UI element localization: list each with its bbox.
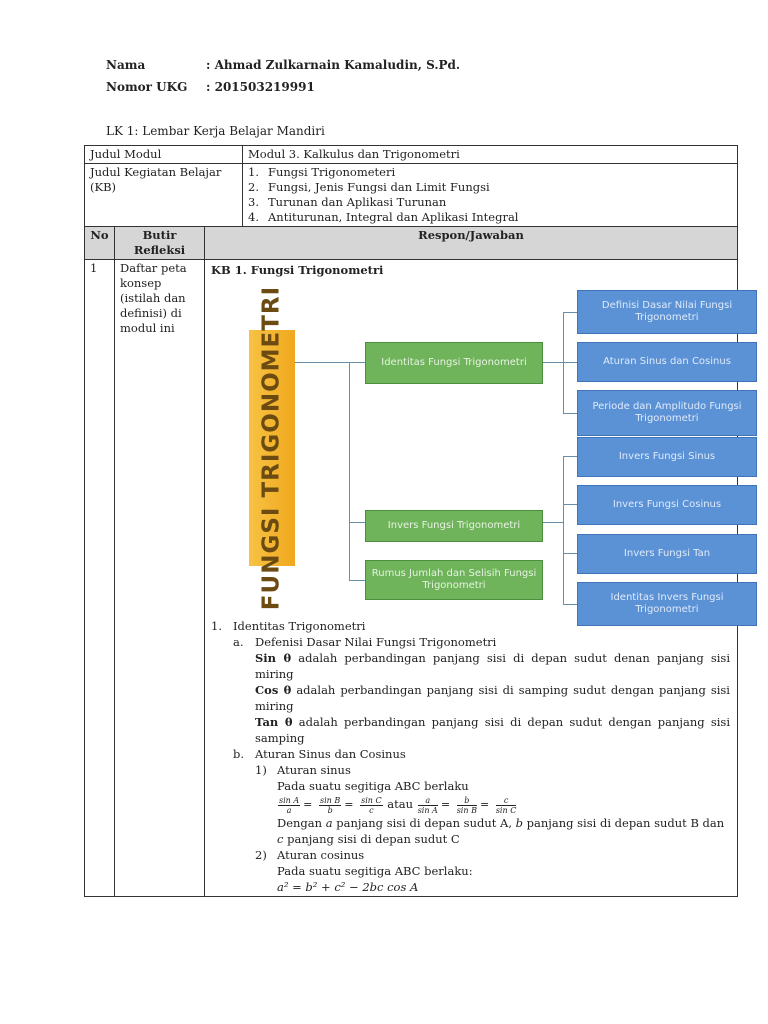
blue-node: Periode dan Amplitudo Fungsi Trigonometri bbox=[577, 390, 757, 436]
concept-map bbox=[239, 282, 742, 615]
nama-label: Nama bbox=[106, 58, 146, 72]
cos-def: Cos θ adalah perbandingan panjang sisi di samping sudut dengan panjang sisi miring bbox=[255, 683, 730, 713]
judul-kb-label: Judul Kegiatan Belajar (KB) bbox=[85, 164, 243, 227]
green-node: Identitas Fungsi Trigonometri bbox=[365, 342, 543, 384]
ukg-row bbox=[106, 80, 315, 94]
aturan-sinus-title: Aturan sinus bbox=[277, 763, 351, 777]
sinus-formula: $\frac{\text{sin A}}{a}$ = $\frac{\text{sin B}}{b}$ = $\frac{\text{sin C}}{c}$ atau $\frac{a}{\text{sin A}}$ = $\frac{b}{\text{sin B}}$ = $\frac{c}{\text{sin C}}$ bbox=[279, 795, 517, 815]
row-butir: Daftar peta konsep (istilah dan definisi) di modul ini bbox=[115, 260, 205, 897]
item-a-title: Defenisi Dasar Nilai Fungsi Trigonometri bbox=[255, 635, 497, 649]
respon-cell bbox=[205, 260, 742, 897]
kb-list-item: 3. Turunan dan Aplikasi Turunan bbox=[248, 195, 447, 209]
judul-modul-value: Modul 3. Kalkulus dan Trigonometri bbox=[243, 146, 738, 164]
col-no: No bbox=[85, 227, 115, 260]
cosinus-intro: Pada suatu segitiga ABC berlaku: bbox=[277, 864, 473, 878]
content-body: 1. Identitas Trigonometri a. Defenisi Dasar Nilai Fungsi Trigonometri Sin θ adalah perbandingan panjang sisi di depan sudut denan panjang sisi miring Cos θ adalah perbandingan panjang sisi di samping sudut dengan panjang sisi miring Tan θ adalah perbandingan panjang sisi di depan sudut dengan panjang sisi samping b. Aturan Sinus dan Cosinus 1) Aturan sinus Pada suatu segitiga ABC berlaku $\frac{\text{sin A}}{a}$ = $\frac{\text{sin B}}{b}$ = $\frac{\text{sin C}}{c}$ atau $\frac{a}{\text{sin A}}$ = $\frac{b}{\text{sin B}}$ = $\frac{c}{\text{sin C}}$ Dengan a panjang sisi di depan sudut A, b panjang sisi di depan sudut B dan c panjang sisi di depan sudut C 2) Aturan cosinus Pada suatu segitiga ABC berlaku: a² = b² + c² − 2bc cos A bbox=[211, 619, 730, 894]
blue-node: Invers Fungsi Sinus bbox=[577, 437, 757, 477]
item-b-title: Aturan Sinus dan Cosinus bbox=[255, 747, 406, 761]
nama-row bbox=[106, 58, 460, 72]
cosinus-formula: a² = b² + c² − 2bc cos A bbox=[277, 880, 419, 894]
kb-list-item: 2. Fungsi, Jenis Fungsi dan Limit Fungsi bbox=[248, 180, 490, 194]
col-butir: Butir Refleksi bbox=[115, 227, 205, 260]
tan-def: Tan θ adalah perbandingan panjang sisi di depan sudut dengan panjang sisi samping bbox=[255, 715, 730, 745]
blue-node: Invers Fungsi Tan bbox=[577, 534, 757, 574]
kb-title: KB 1. Fungsi Trigonometri bbox=[211, 263, 384, 277]
lk-title: LK 1: Lembar Kerja Belajar Mandiri bbox=[106, 124, 325, 138]
nama-value: : Ahmad Zulkarnain Kamaludin, S.Pd. bbox=[206, 58, 461, 72]
kb-list bbox=[248, 165, 732, 225]
ukg-value: : 201503219991 bbox=[206, 80, 315, 94]
sin-def: Sin θ adalah perbandingan panjang sisi di depan sudut denan panjang sisi miring bbox=[255, 651, 730, 681]
concept-map-root bbox=[249, 285, 295, 611]
row-no: 1 bbox=[85, 260, 115, 897]
ukg-label: Nomor UKG bbox=[106, 80, 188, 94]
blue-node: Invers Fungsi Cosinus bbox=[577, 485, 757, 525]
kb-list-item: 4. Antiturunan, Integral dan Aplikasi Integral bbox=[248, 210, 519, 224]
blue-node: Identitas Invers Fungsi Trigonometri bbox=[577, 582, 757, 626]
table-row bbox=[85, 164, 738, 227]
kb-list-cell bbox=[243, 164, 738, 227]
aturan-cosinus-title: Aturan cosinus bbox=[277, 848, 365, 862]
item1-title: Identitas Trigonometri bbox=[233, 619, 366, 633]
blue-node: Aturan Sinus dan Cosinus bbox=[577, 342, 757, 382]
judul-modul-label: Judul Modul bbox=[85, 146, 243, 164]
root-label: FUNGSI TRIGONOMETRI bbox=[258, 285, 285, 611]
green-node: Invers Fungsi Trigonometri bbox=[365, 510, 543, 542]
worksheet-table bbox=[84, 145, 742, 897]
sinus-intro: Pada suatu segitiga ABC berlaku bbox=[277, 779, 469, 793]
sinus-note: Dengan a panjang sisi di depan sudut A, b panjang sisi di depan sudut B dan c panjang sisi di depan sudut C bbox=[277, 816, 725, 846]
kb-list-item: 1. Fungsi Trigonometeri bbox=[248, 165, 396, 179]
table-header-row bbox=[85, 227, 738, 260]
col-respon: Respon/Jawaban bbox=[205, 227, 738, 260]
blue-node: Definisi Dasar Nilai Fungsi Trigonometri bbox=[577, 290, 757, 334]
table-row bbox=[85, 260, 738, 897]
table-row bbox=[85, 146, 738, 164]
green-node: Rumus Jumlah dan Selisih Fungsi Trigonometri bbox=[365, 560, 543, 600]
